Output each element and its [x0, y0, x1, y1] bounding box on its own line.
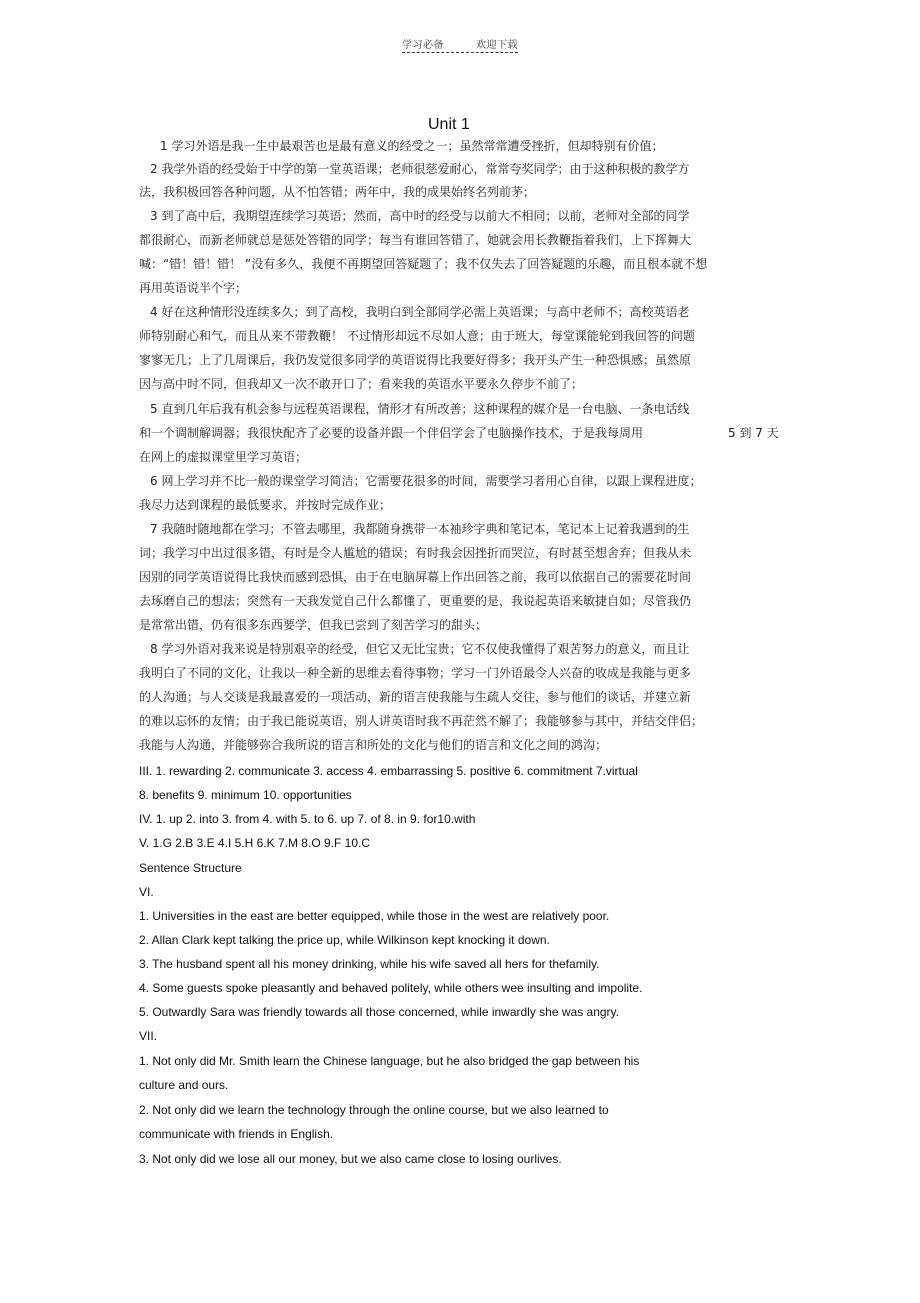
- text-line: 师特别耐心和气，而且从来不带教鞭！ 不过情形却远不尽如人意；由于班大，每堂课能轮到我回答的问题: [139, 329, 695, 343]
- answer-line: communicate with friends in English.: [139, 1127, 334, 1141]
- answer-line: III. 1. rewarding 2. communicate 3. access 4. embarrassing 5. positive 6. commitment 7.virtual: [139, 764, 638, 778]
- text-line: 是常常出错，仍有很多东西要学，但我已尝到了刻苦学习的甜头；: [139, 618, 488, 632]
- text-line: 再用英语说半个字；: [139, 281, 248, 295]
- text-line: 因与高中时不同，但我却又一次不敢开口了；看来我的英语水平要永久停步不前了；: [139, 377, 584, 391]
- answer-line: 5. Outwardly Sara was friendly towards all those concerned, while inwardly she was angry.: [139, 1005, 619, 1019]
- text-line: 我能与人沟通，并能够弥合我所说的语言和所处的文化与他们的语言和文化之间的鸿沟；: [139, 738, 608, 752]
- section-heading: Sentence Structure: [139, 861, 242, 875]
- answer-line: 4. Some guests spoke pleasantly and behaved politely, while others wee insulting and impolite.: [139, 981, 643, 995]
- unit-title: Unit 1: [428, 116, 470, 133]
- text-line: 因别的同学英语说得比我快而感到恐惧，由于在电脑屏幕上作出回答之前，我可以依据自己的需要花时间: [139, 570, 692, 584]
- text-line: 在网上的虚拟课堂里学习英语；: [139, 450, 308, 464]
- text-line: 2 我学外语的经受始于中学的第一堂英语课；老师很慈爱耐心，常常夸奖同学；由于这种积极的教学方: [150, 162, 690, 176]
- answer-line: 1. Universities in the east are better equipped, while those in the west are relatively poor.: [139, 909, 610, 923]
- text-line: 5 到 7 天: [728, 426, 779, 440]
- answer-line: 2. Allan Clark kept talking the price up, while Wilkinson kept knocking it down.: [139, 933, 550, 947]
- answer-line: 3. The husband spent all his money drinking, while his wife saved all hers for thefamily.: [139, 957, 600, 971]
- text-line: 4 好在这种情形没连续多久；到了高校，我明白到全部同学必需上英语课；与高中老师不；高校英语老: [150, 305, 690, 319]
- answer-line: IV. 1. up 2. into 3. from 4. with 5. to 6. up 7. of 8. in 9. for10.with: [139, 812, 476, 826]
- text-line: 去琢磨自己的想法；突然有一天我发觉自己什么都懂了，更重要的是，我说起英语来敏捷自如；尽管我仍: [139, 594, 692, 608]
- text-line: 的难以忘怀的友情；由于我已能说英语，别人讲英语时我不再茫然不解了；我能够参与其中，并结交伴侣；: [139, 714, 704, 728]
- text-line: 法，我积极回答各种问题，从不怕答错；两年中，我的成果始终名列前茅；: [139, 185, 536, 199]
- text-line: 寥寥无几；上了几周课后，我仍发觉很多同学的英语说得比我要好得多；我开头产生一种恐惧感；虽然原: [139, 353, 692, 367]
- text-line: 我明白了不同的文化，让我以一种全新的思维去看待事物；学习一门外语最令人兴奋的收成是我能与更多: [139, 666, 692, 680]
- answer-line: V. 1.G 2.B 3.E 4.I 5.H 6.K 7.M 8.O 9.F 10.C: [139, 836, 370, 850]
- answer-line: 1. Not only did Mr. Smith learn the Chinese language, but he also bridged the gap between his: [139, 1054, 640, 1068]
- text-line: 6 网上学习并不比一般的课堂学习简洁；它需要花很多的时间，需要学习者用心自律，以跟上课程进度；: [150, 474, 702, 488]
- section-heading: VI.: [139, 885, 154, 899]
- text-line: 的人沟通；与人交谈是我最喜爱的一项活动，新的语言使我能与生疏人交往，参与他们的谈话，并建立新: [139, 690, 692, 704]
- text-line: 词；我学习中出过很多错，有时是令人尴尬的错误；有时我会因挫折而哭泣，有时甚至想舍弃；但我从未: [139, 546, 692, 560]
- text-line: 8 学习外语对我来说是特别艰辛的经受，但它又无比宝贵；它不仅使我懂得了艰苦努力的意义，而且让: [150, 642, 690, 656]
- text-line: 都很耐心，而新老师就总是惩处答错的同学；每当有谁回答错了，她就会用长教鞭指着我们，上下挥舞大: [139, 233, 692, 247]
- text-line: 我尽力达到课程的最低要求，并按时完成作业；: [139, 498, 392, 512]
- answer-line: 8. benefits 9. minimum 10. opportunities: [139, 788, 352, 802]
- answer-line: 2. Not only did we learn the technology through the online course, but we also learned to: [139, 1103, 609, 1117]
- text-line: 5 直到几年后我有机会参与远程英语课程，情形才有所改善；这种课程的媒介是一台电脑、一条电话线: [150, 402, 690, 416]
- text-line: 7 我随时随地都在学习；不管去哪里，我都随身携带一本袖珍字典和笔记本，笔记本上记着我遇到的生: [150, 522, 690, 536]
- answer-line: 3. Not only did we lose all our money, but we also came close to losing ourlives.: [139, 1152, 562, 1166]
- text-line: 1 学习外语是我一生中最艰苦也是最有意义的经受之一；虽然常常遭受挫折，但却特别有价值；: [160, 139, 664, 153]
- header-left-text: 学习必备: [402, 40, 444, 51]
- header-right-text: 欢迎下载: [476, 40, 518, 51]
- text-line: 喊：“错！错！错！ ”没有多久，我便不再期望回答疑题了；我不仅失去了回答疑题的乐趣，而且根本就不想: [139, 257, 708, 271]
- page-header: [402, 36, 518, 51]
- header-dashed-rule: [402, 52, 518, 53]
- answer-line: culture and ours.: [139, 1078, 229, 1092]
- section-heading: VII.: [139, 1029, 158, 1043]
- text-line: 3 到了高中后，我期望连续学习英语；然而，高中时的经受与以前大不相同；以前，老师对全部的同学: [150, 209, 690, 223]
- text-line: 和一个调制解调器；我很快配齐了必要的设备并跟一个伴侣学会了电脑操作技术，于是我每周用: [139, 426, 644, 440]
